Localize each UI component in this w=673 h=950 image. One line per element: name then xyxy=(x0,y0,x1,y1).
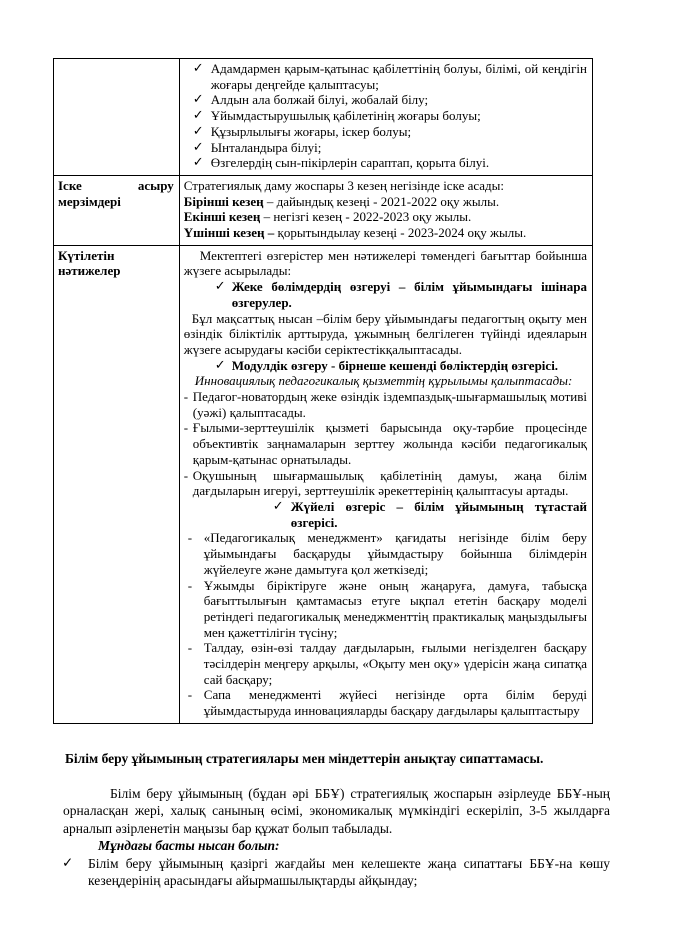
row-content-qualities xyxy=(179,59,592,176)
dash-marker: - xyxy=(187,687,193,703)
dash-list-item xyxy=(184,640,587,687)
innovation-dash-list xyxy=(184,389,587,499)
checkmark-icon: ✓ xyxy=(214,279,226,295)
dash-list-item xyxy=(184,420,587,467)
dash-list-item xyxy=(184,389,587,420)
period-detail: қорытындылау кезеңі - 2023-2024 оқу жылы. xyxy=(274,225,527,241)
check-list-item xyxy=(184,92,587,108)
result-check-item-system-change xyxy=(184,499,587,530)
checkmark-icon: ✓ xyxy=(192,139,204,155)
check-item-text: Құзырлылығы жоғары, іскер болуы; xyxy=(210,123,412,139)
period-name: Үшінші кезең – xyxy=(183,225,275,241)
check-list-item xyxy=(184,108,587,124)
section-subheading: Мұндағы басты нысан болып: xyxy=(98,838,280,853)
checkmark-icon: ✓ xyxy=(272,498,284,514)
checkmark-icon: ✓ xyxy=(214,357,226,373)
dash-item-text: «Педагогикалық менеджмент» қағидаты негізінде білім беру ұйымындағы басқаруды ұйымдастыру бойынша білімдерін жүйелеуге және дамытуға қол жеткізеді; xyxy=(203,530,587,577)
dash-item-text: Сапа менеджменті жүйесі негізінде орта білім беруді ұйымдастыруда инновацияларды басқару дағдылары қалыптастыру xyxy=(203,687,587,719)
check-list-item xyxy=(184,140,587,156)
checkmark-icon: ✓ xyxy=(192,108,204,124)
section-paragraph: Білім беру ұйымының (бұдан әрі ББҰ) стратегиялық жоспарын әзірлеуде ББҰ-ның орналасқан жері, халық санының өсімі, экономикалық мүмкіндігі ескеріліп, 3-5 жылдарға арналып әзірленетін маңызы бар құжат болып табылады. xyxy=(63,785,610,836)
table-row-expected-results xyxy=(54,245,593,723)
check-item-text: Ұйымдастырушылық қабілетінің жоғары болуы; xyxy=(210,108,481,124)
check-list-item xyxy=(184,155,587,171)
result-check-item-modular-change xyxy=(184,358,587,374)
result-check-item-partial-change xyxy=(184,279,587,310)
period-line xyxy=(184,194,587,210)
check-item-text: Адамдармен қарым-қатынас қабілеттінің болуы, білімі, ой кеңдігін жоғары деңгейде қалыптасуы; xyxy=(210,61,587,92)
period-name: Екінші кезең xyxy=(183,209,261,225)
check-item-text: Жүйелі өзгеріс – білім ұйымының тұтастай өзгерісі. xyxy=(290,498,587,530)
check-list-item xyxy=(184,124,587,140)
row-content-implementation-periods xyxy=(179,175,592,245)
section-heading: Білім беру ұйымының стратегиялары мен міндеттерін анықтау сипаттамасы. xyxy=(65,751,544,766)
dash-list-item xyxy=(184,687,587,718)
check-list-item xyxy=(184,61,587,92)
check-item-text: Модулдік өзгеру - бірнеше кешенді бөліктердің өзгерісі. xyxy=(231,357,559,373)
check-item-text: Ынталандыра білуі; xyxy=(210,139,322,155)
periods-intro: Стратегиялық даму жоспары 3 кезең негізінде іске асады: xyxy=(183,177,505,193)
dash-marker: - xyxy=(187,530,193,546)
dash-item-text: Ғылыми-зерттеушілік қызметі барысында оқу-тәрбие процесінде объективтік заңнамаларын зерттеу жолында кәсіби педагогикалық қарым-қатынас орнатылады. xyxy=(192,420,587,467)
check-item-text: Жеке бөлімдердің өзгеруі – білім ұйымындағы ішінара өзгерулер. xyxy=(231,279,587,310)
checkmark-icon: ✓ xyxy=(192,61,204,76)
period-detail: – негізгі кезең - 2022-2023 оқу жылы. xyxy=(260,209,472,225)
checkmark-icon: ✓ xyxy=(62,854,74,871)
check-item-text: Алдын ала болжай білуі, жобалай білу; xyxy=(210,92,429,108)
strategy-definition-section xyxy=(63,750,610,890)
table-row-leader-qualities xyxy=(54,59,593,176)
dash-marker: - xyxy=(183,467,189,483)
period-line xyxy=(184,209,587,225)
qualities-check-list xyxy=(184,61,587,171)
dash-item-text: Ұжымды біріктіруге және оның жаңаруға, дамуға, табысқа бағыттылығын қамтамасыз етуге ықпал ететін басқару моделі ретіндегі педагогикалық менеджменттің практикалық маңыздылығы мен қажеттілігін түсіну; xyxy=(203,577,587,640)
checkmark-icon: ✓ xyxy=(192,155,204,171)
checkmark-icon: ✓ xyxy=(192,92,204,108)
dash-list-item xyxy=(184,578,587,641)
row-label-expected-results: Күтілетін нәтижелер xyxy=(54,245,180,723)
dash-marker: - xyxy=(183,420,189,436)
row-label-implementation-periods: Іске асыру мерзімдері xyxy=(54,175,180,245)
section-check-item xyxy=(62,855,610,890)
results-italic-note: Инновациялық педагогикалық қызметтің құрылымы қалыптасады: xyxy=(194,373,573,389)
dash-list-item xyxy=(184,530,587,577)
check-item-text: Өзгелердің сын-пікірлерін сараптап, қорыта білуі. xyxy=(210,155,490,171)
strategy-plan-table xyxy=(53,58,593,724)
dash-item-text: Педагог-новатордың жеке өзіндік іздемпаздық-шығармашылық мотиві (уәжі) қалыптасады. xyxy=(192,389,587,420)
dash-item-text: Оқушының шығармашылық қабілетінің дамуы, жаңа білім дағдыларын игеруі, зерттеушілік әрекеттерінің қалыптасуы артады. xyxy=(192,467,587,499)
dash-list-item xyxy=(184,468,587,499)
checkmark-icon: ✓ xyxy=(192,123,204,139)
row-content-expected-results xyxy=(179,245,592,723)
management-dash-list xyxy=(184,530,587,718)
period-name: Бірінші кезең xyxy=(183,193,264,209)
results-paragraph: Бұл мақсаттық нысан –білім беру ұйымындағы педагогтың оқыту мен өзіндік біліктілік арттыруда, ұжымның белгілеген түйінді идеяларын жүзеге асырудағы кәсіби серіктестікқалыптасады. xyxy=(183,310,587,357)
dash-marker: - xyxy=(183,389,189,405)
row-label-empty xyxy=(54,59,180,176)
dash-marker: - xyxy=(187,577,193,593)
dash-marker: - xyxy=(187,640,193,656)
dash-item-text: Талдау, өзін-өзі талдау дағдыларын, ғылыми негізделген басқару тәсілдерін меңгеру арқылы, «Оқыту мен оқу» үдерісін жаңа сипатқа сай басқару; xyxy=(203,640,587,687)
results-intro: Мектептегі өзгерістер мен нәтижелері төмендегі бағыттар бойынша жүзеге асырылады: xyxy=(183,247,587,279)
period-detail: – дайындық кезеңі - 2021-2022 оқу жылы. xyxy=(263,193,500,209)
check-item-text: Білім беру ұйымының қазіргі жағдайы мен келешекте жаңа сипаттағы ББҰ-на көшу кезеңдерінің арасындағы айырмашылықтарды айқындау; xyxy=(88,855,610,888)
period-line xyxy=(184,225,587,241)
table-row-implementation-periods xyxy=(54,175,593,245)
